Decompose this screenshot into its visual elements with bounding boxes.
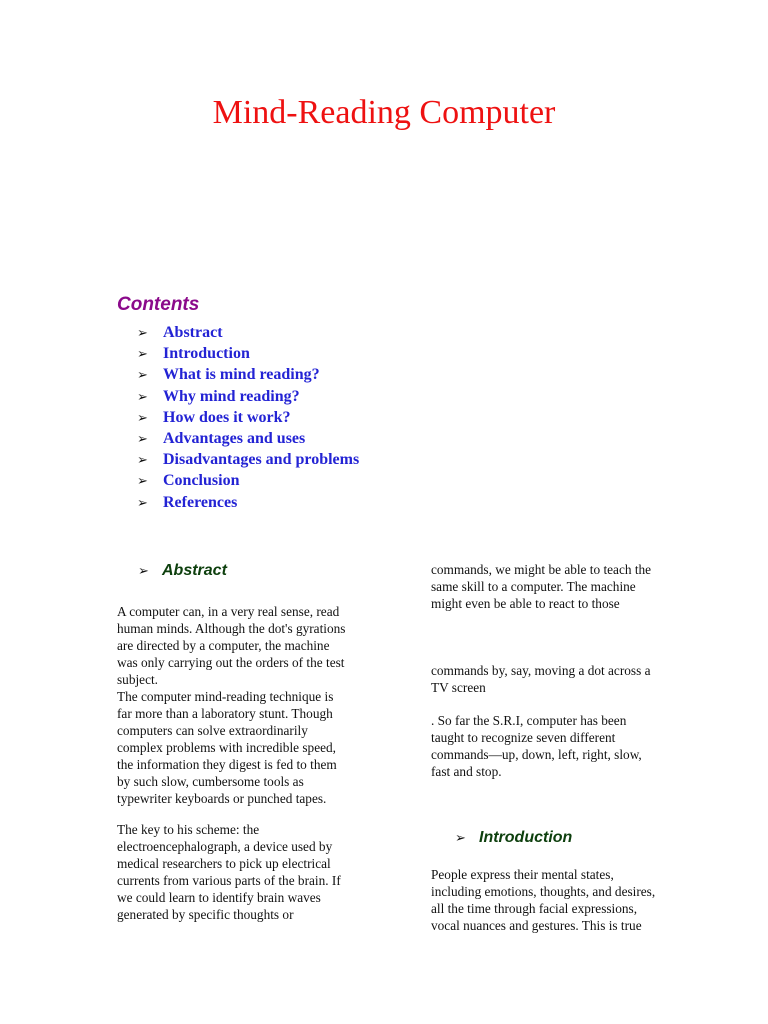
text-line: the information they digest is fed to them (117, 757, 337, 772)
arrowhead-bullet-icon: ➢ (455, 831, 466, 846)
text-line: TV screen (431, 680, 486, 695)
toc-item-conclusion[interactable] (137, 470, 359, 491)
text-line: commands—up, down, left, right, slow, (431, 747, 642, 762)
arrowhead-bullet-icon: ➢ (137, 431, 148, 447)
text-line: medical researchers to pick up electrical (117, 856, 331, 871)
text-line: complex problems with incredible speed, (117, 740, 336, 755)
toc-item-label[interactable]: How does it work? (163, 408, 291, 426)
toc-item-abstract[interactable] (137, 322, 359, 343)
arrowhead-bullet-icon: ➢ (137, 326, 148, 341)
abstract-heading (138, 562, 227, 580)
text-line: fast and stop. (431, 764, 502, 779)
toc-item-label[interactable]: Conclusion (163, 472, 240, 490)
text-line: we could learn to identify brain waves (117, 890, 321, 905)
text-line: all the time through facial expressions, (431, 901, 638, 916)
introduction-heading (455, 829, 572, 847)
table-of-contents (137, 322, 359, 513)
arrowhead-bullet-icon: ➢ (137, 368, 148, 384)
toc-item-references[interactable] (137, 492, 359, 513)
right-column-paragraph-2 (431, 662, 650, 696)
arrowhead-bullet-icon: ➢ (137, 474, 148, 490)
introduction-paragraph (431, 866, 655, 934)
text-line: . So far the S.R.I, computer has been (431, 713, 627, 728)
contents-heading: Contents (117, 294, 200, 315)
toc-item-label[interactable]: What is mind reading? (163, 366, 320, 384)
text-line: A computer can, in a very real sense, read (117, 604, 340, 619)
arrowhead-bullet-icon: ➢ (137, 410, 148, 426)
text-line: The computer mind-reading technique is (117, 689, 334, 704)
arrowhead-bullet-icon: ➢ (137, 453, 148, 469)
abstract-heading-label: Abstract (162, 562, 227, 579)
toc-item-why-mind-reading[interactable] (137, 386, 359, 407)
toc-item-label[interactable]: References (163, 493, 238, 511)
arrowhead-bullet-icon: ➢ (137, 389, 148, 405)
abstract-paragraph-1 (117, 603, 345, 807)
text-line: commands, we might be able to teach the (431, 562, 652, 577)
toc-item-label[interactable]: Why mind reading? (163, 387, 300, 405)
toc-item-how-does-it-work[interactable] (137, 407, 359, 428)
text-line: generated by specific thoughts or (117, 907, 294, 922)
toc-item-disadvantages[interactable] (137, 449, 359, 470)
text-line: far more than a laboratory stunt. Though (117, 706, 333, 721)
text-line: typewriter keyboards or punched tapes. (117, 791, 327, 806)
text-line: vocal nuances and gestures. This is true (431, 918, 642, 933)
text-line: People express their mental states, (431, 867, 614, 882)
toc-item-advantages[interactable] (137, 428, 359, 449)
text-line: same skill to a computer. The machine (431, 579, 636, 594)
right-column-paragraph-1 (431, 561, 651, 612)
arrowhead-bullet-icon: ➢ (137, 495, 148, 511)
document-title: Mind-Reading Computer (212, 94, 556, 131)
text-line: including emotions, thoughts, and desires, (431, 884, 656, 899)
text-line: are directed by a computer, the machine (117, 638, 330, 653)
toc-item-label[interactable]: Advantages and uses (163, 429, 306, 447)
text-line: commands by, say, moving a dot across a (431, 663, 651, 678)
text-line: taught to recognize seven different (431, 730, 616, 745)
text-line: by such slow, cumbersome tools as (117, 774, 304, 789)
text-line: might even be able to react to those (431, 596, 620, 611)
text-line: electroencephalograph, a device used by (117, 839, 333, 854)
toc-item-what-is-mind-reading[interactable] (137, 364, 359, 385)
introduction-heading-label: Introduction (479, 829, 573, 846)
right-column-paragraph-3 (431, 712, 642, 780)
toc-item-label[interactable]: Disadvantages and problems (163, 451, 360, 469)
text-line: The key to his scheme: the (117, 822, 260, 837)
toc-item-label[interactable]: Introduction (163, 345, 250, 363)
toc-item-introduction[interactable] (137, 343, 359, 364)
abstract-paragraph-2 (117, 821, 341, 923)
text-line: currents from various parts of the brain. If (117, 873, 341, 888)
toc-item-label[interactable]: Abstract (163, 324, 223, 341)
arrowhead-bullet-icon: ➢ (138, 564, 149, 579)
text-line: human minds. Although the dot's gyrations (117, 621, 346, 636)
text-line: computers can solve extraordinarily (117, 723, 308, 738)
text-line: subject. (117, 672, 158, 687)
text-line: was only carrying out the orders of the test (117, 655, 345, 670)
arrowhead-bullet-icon: ➢ (137, 347, 148, 363)
